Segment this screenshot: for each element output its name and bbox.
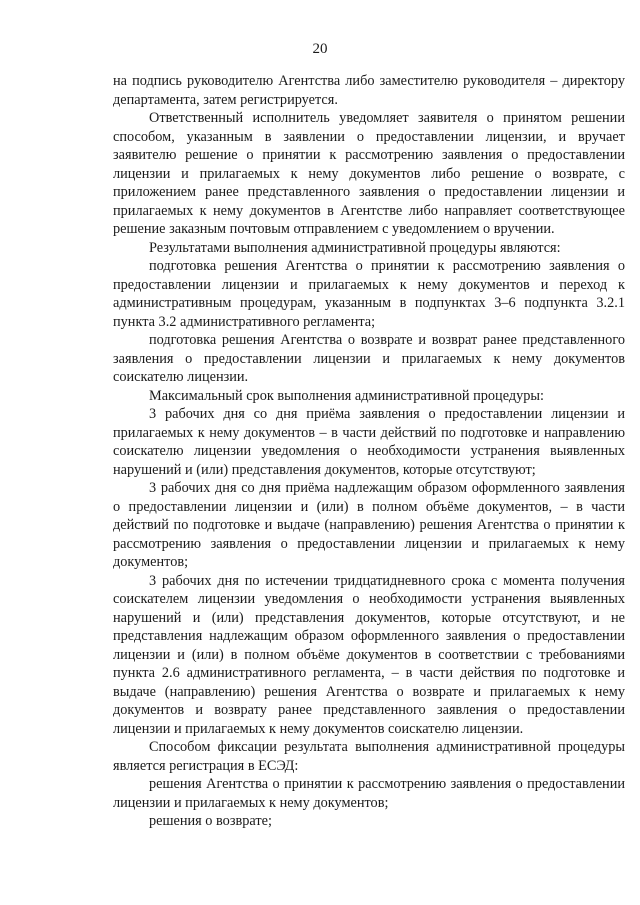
paragraph-fixation-method: Способом фиксации результата выполнения административной процедуры является регистрация в ЕСЭД: [113,739,625,774]
paragraph-continuation: на подпись руководителю Агентства либо заместителю руководителя – директору департамента, затем регистрируется. [113,73,625,108]
document-body [113,72,625,831]
paragraph-results-heading: Результатами выполнения административной процедуры являются: [149,239,561,256]
paragraph-deadline-return: 3 рабочих дня по истечении тридцатидневного срока с момента получения соискателем лицензии уведомления о необходимости устранения выявленных нарушений и (или) представления документов, которые отсутствуют, и не представления надлежащим образом оформленного заявления о предоставлении лицензии и (или) в полном объёме документов в соответствии с требованиями пункта 2.6 административного регламента, – в части действия по подготовке и выдаче (направлению) решения Агентства о возврате и прилагаемых к нему документов и возврату ранее представленного заявления о предоставлении лицензии и прилагаемых к нему документов соискателю лицензии. [113,572,625,737]
paragraph-result-acceptance: подготовка решения Агентства о принятии к рассмотрению заявления о предоставлении лицензии и прилагаемых к нему документов и переход к административным процедурам, указанным в подпунктах 3–6 подпункта 3.2.1 пункта 3.2 административного регламента; [113,258,625,330]
paragraph-notification: Ответственный исполнитель уведомляет заявителя о принятом решении способом, указанным в заявлении о предоставлении лицензии, и вручает заявителю решение о принятии к рассмотрению заявления о предоставлении лицензии и прилагаемых к нему документов либо решение о возврате, с приложением ранее представленного заявления о предоставлении лицензии и прилагаемых к нему документов в Агентстве либо направляет соответствующее решение заказным почтовым отправлением с уведомлением о вручении. [113,110,625,237]
page-number: 20 [312,41,328,57]
paragraph-result-return: подготовка решения Агентства о возврате и возврат ранее представленного заявления о предоставлении лицензии и прилагаемых к нему документов соискателю лицензии. [113,332,625,385]
paragraph-fixation-return: решения о возврате; [149,813,272,829]
paragraph-deadline-notice: 3 рабочих дня со дня приёма заявления о предоставлении лицензии и прилагаемых к нему документов – в части действий по подготовке и направлению соискателю лицензии уведомления о необходимости устранения выявленных нарушений и (или) представления документов, которые отсутствуют; [113,406,625,478]
paragraph-fixation-acceptance: решения Агентства о принятии к рассмотрению заявления о предоставлении лицензии и прилагаемых к нему документов; [113,776,625,811]
paragraph-deadline-heading: Максимальный срок выполнения административной процедуры: [149,387,545,404]
paragraph-deadline-acceptance: 3 рабочих дня со дня приёма надлежащим образом оформленного заявления о предоставлении лицензии и (или) в полном объёме документов, – в части действий по подготовке и выдаче (направлению) решения Агентства о принятии к рассмотрению заявления о предоставлении лицензии и прилагаемых к нему документов; [113,480,625,570]
